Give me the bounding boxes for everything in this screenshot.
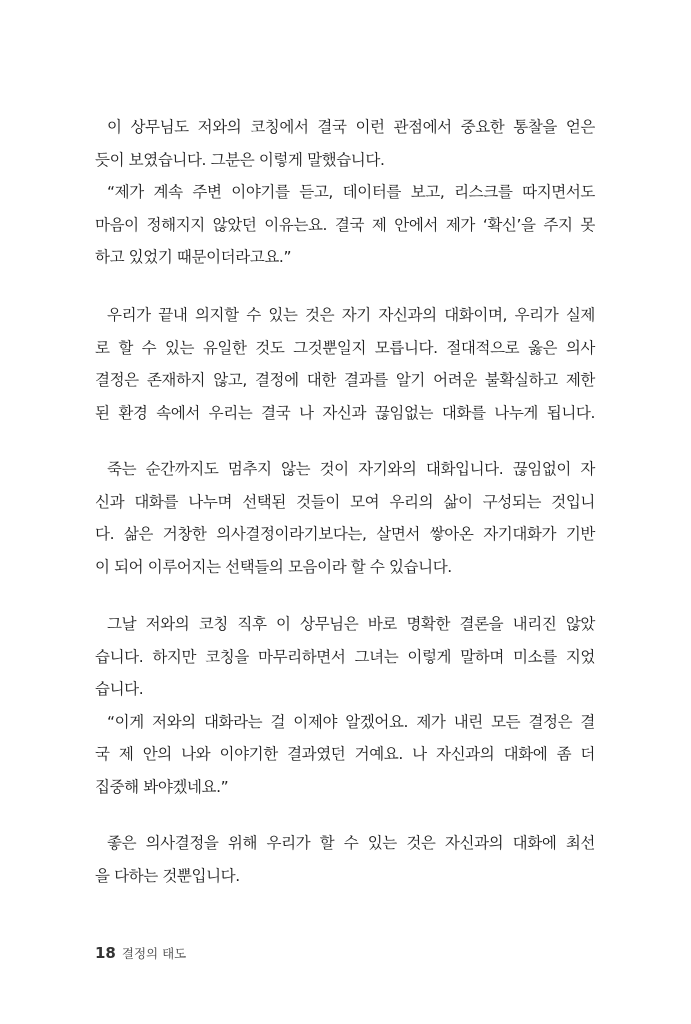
text-line: 다. 삶은 거창한 의사결정이라기보다는, 살면서 쌓아온 자기대화가 기반 bbox=[95, 525, 595, 543]
text-line: 우리가 끝내 의지할 수 있는 것은 자기 자신과의 대화이며, 우리가 실제 bbox=[107, 306, 595, 324]
text-line: 로 할 수 있는 유일한 것도 그것뿐일지 모릅니다. 절대적으로 옳은 의사 bbox=[95, 338, 595, 357]
text-line: 마음이 정해지지 않았던 이유는요. 결국 제 안에서 제가 ‘확신’을 주지 못 bbox=[95, 215, 595, 234]
text-line: 죽는 순간까지도 멈추지 않는 것이 자기와의 대화입니다. 끊임없이 자 bbox=[107, 460, 595, 478]
text-line: 하고 있었기 때문이더라고요.” bbox=[95, 248, 292, 266]
text-line: 이 상무님도 저와의 코칭에서 결국 이런 관점에서 중요한 통찰을 얻은 bbox=[107, 118, 595, 136]
page-footer bbox=[95, 944, 186, 962]
text-line: 신과 대화를 나누며 선택된 것들이 모여 우리의 삶이 구성되는 것입니 bbox=[95, 492, 595, 511]
paragraph-1 bbox=[95, 111, 595, 274]
text-line: 그날 저와의 코칭 직후 이 상무님은 바로 명확한 결론을 내리진 않았 bbox=[107, 615, 595, 633]
text-line: 결정은 존재하지 않고, 결정에 대한 결과를 알기 어려운 불확실하고 제한 bbox=[95, 371, 595, 389]
text-line: 집중해 봐야겠네요.” bbox=[95, 777, 229, 796]
page-number: 18 bbox=[95, 944, 116, 962]
running-title: 결정의 태도 bbox=[121, 946, 187, 961]
paragraph-4 bbox=[95, 608, 595, 803]
text-line: 습니다. 하지만 코칭을 마무리하면서 그녀는 이렇게 말하며 미소를 지었 bbox=[95, 647, 595, 666]
text-line: 된 환경 속에서 우리는 결국 나 자신과 끊임없는 대화를 나누게 됩니다. bbox=[95, 403, 595, 422]
text-line: 좋은 의사결정을 위해 우리가 할 수 있는 것은 자신과의 대화에 최선 bbox=[107, 834, 595, 852]
text-line: 이 되어 이루어지는 선택들의 모음이라 할 수 있습니다. bbox=[95, 557, 452, 576]
text-line: 을 다하는 것뿐입니다. bbox=[95, 866, 240, 885]
text-line: 국 제 안의 나와 이야기한 결과였던 거예요. 나 자신과의 대화에 좀 더 bbox=[95, 745, 595, 763]
text-line: 듯이 보였습니다. 그분은 이렇게 말했습니다. bbox=[95, 150, 385, 169]
paragraph-3 bbox=[95, 453, 595, 583]
paragraph-2 bbox=[95, 299, 595, 429]
paragraph-5 bbox=[95, 827, 595, 892]
text-line: “이게 저와의 대화라는 걸 이제야 알겠어요. 제가 내린 모든 결정은 결 bbox=[107, 712, 595, 731]
text-line: “제가 계속 주변 이야기를 듣고, 데이터를 보고, 리스크를 따지면서도 bbox=[107, 183, 595, 201]
text-line: 습니다. bbox=[95, 680, 144, 698]
